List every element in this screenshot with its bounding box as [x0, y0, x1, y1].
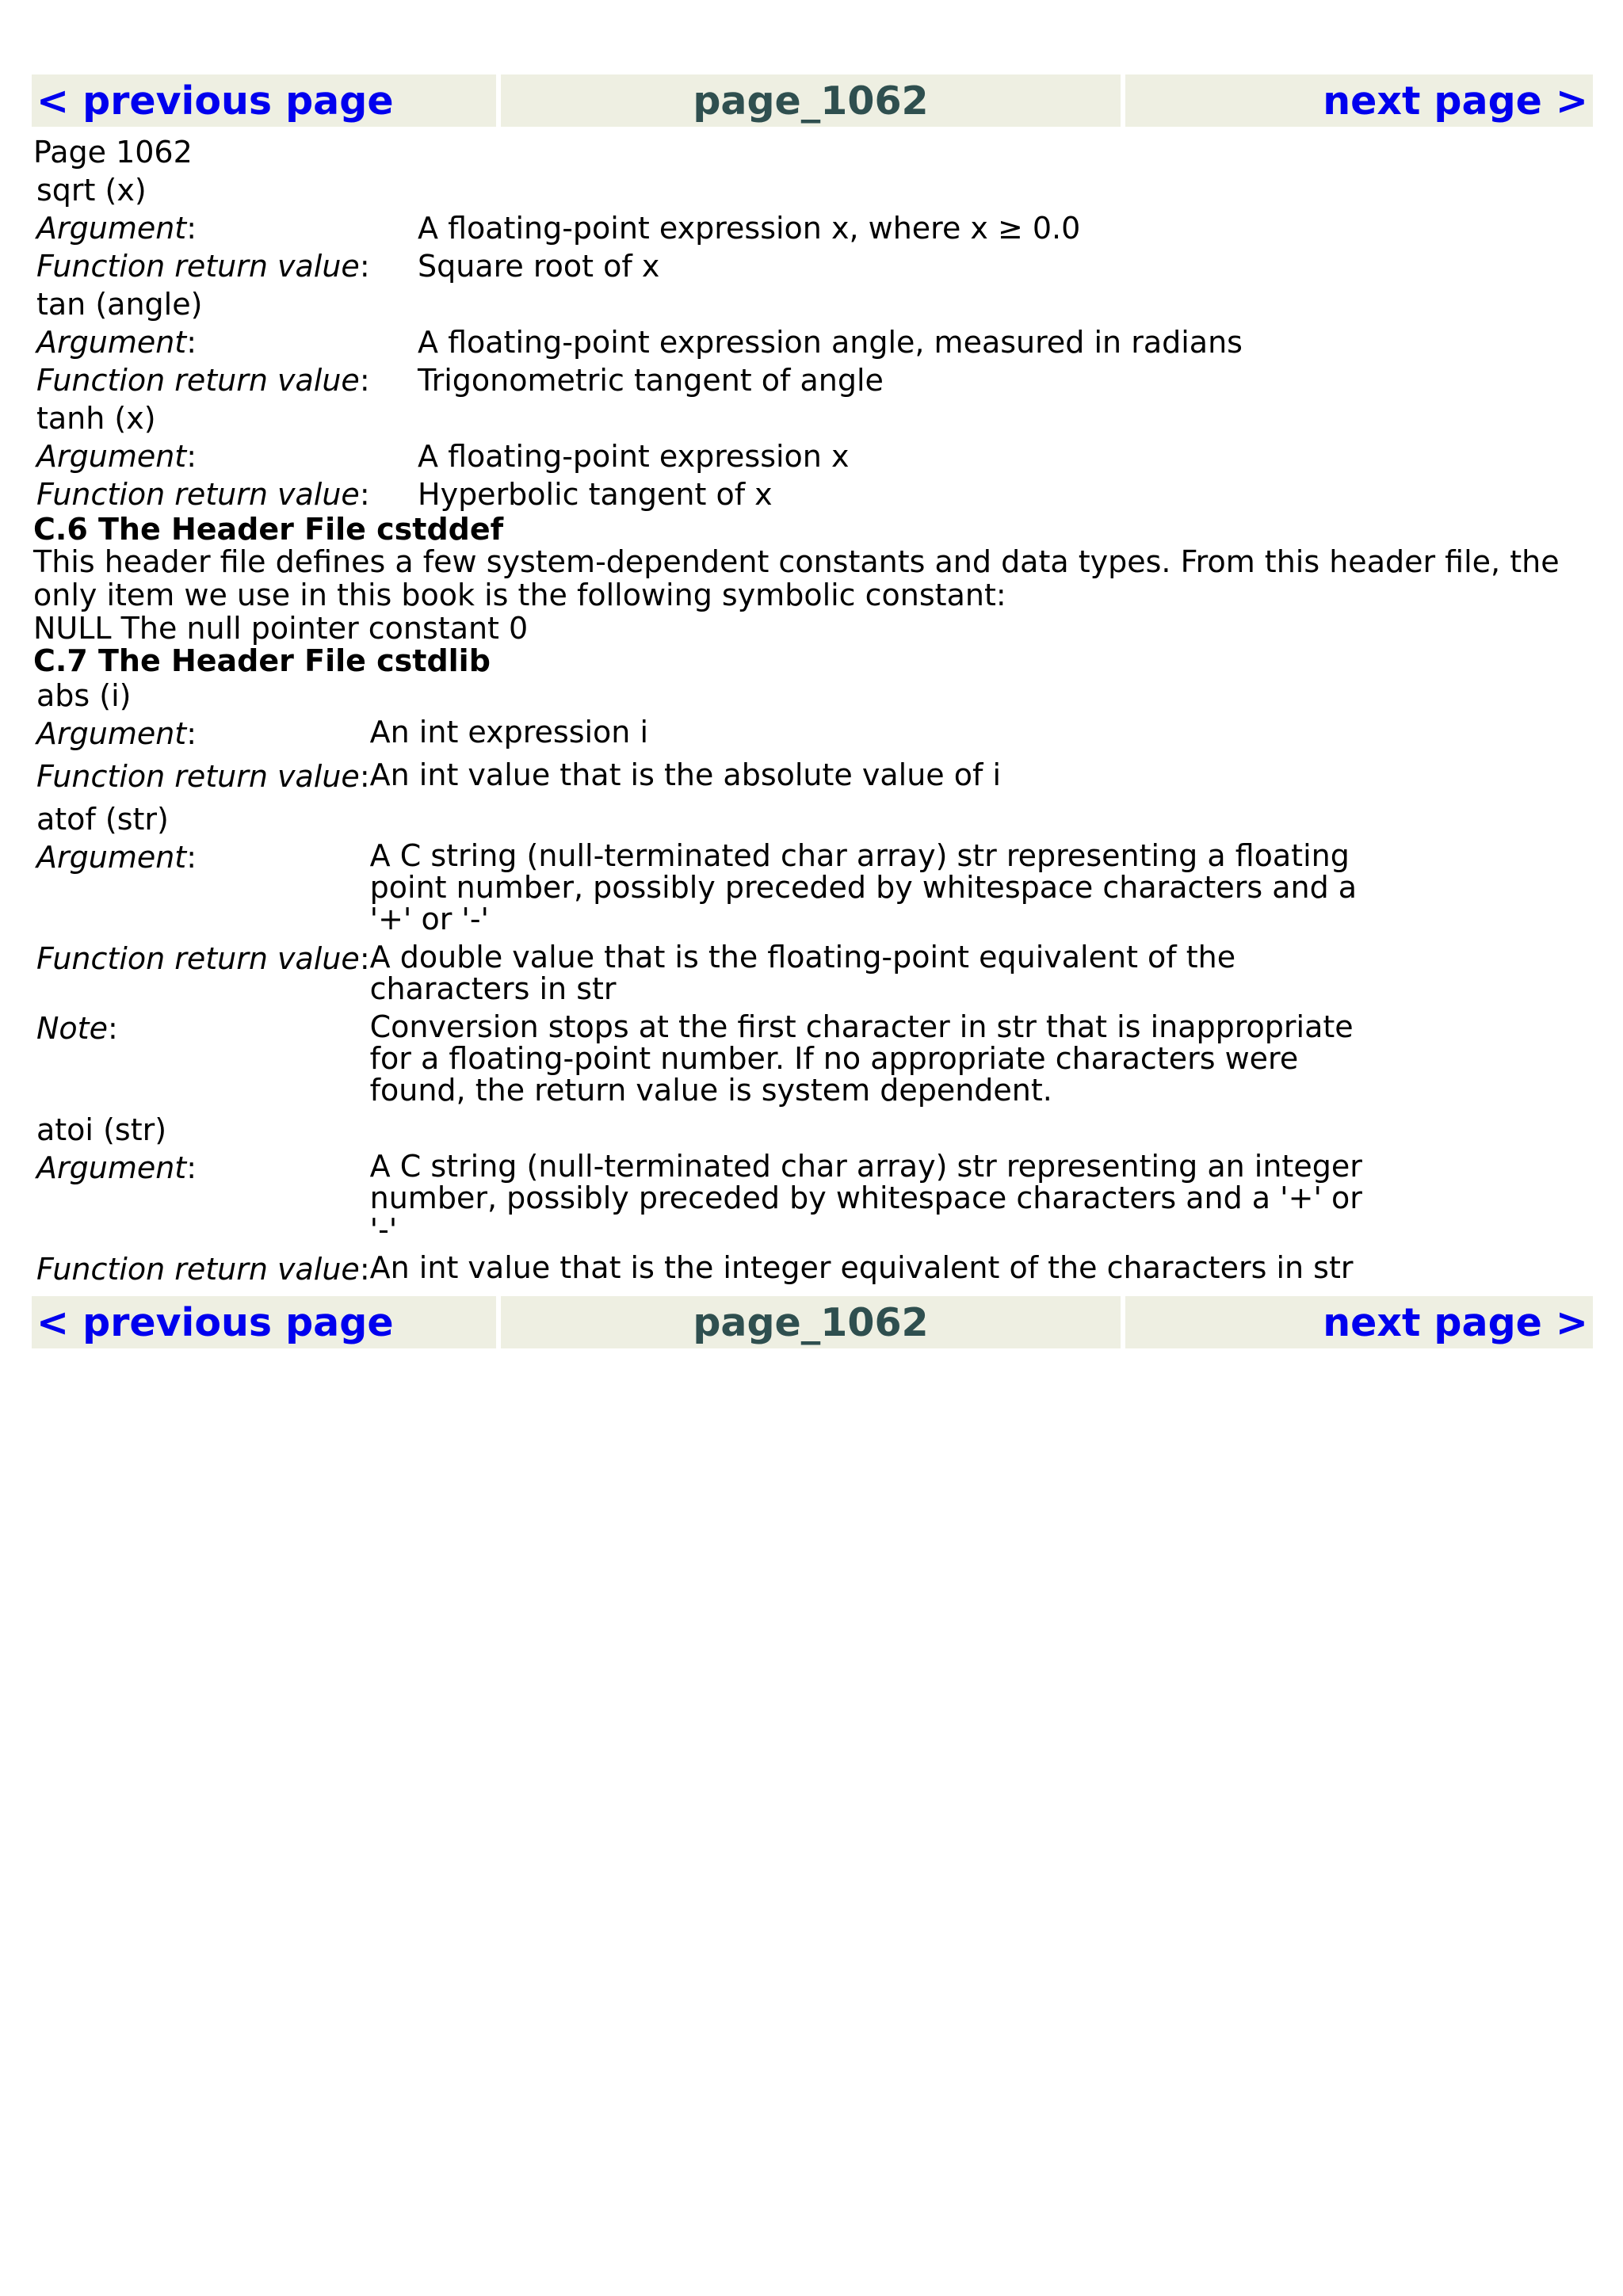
- section-heading: C.7 The Header File cstdlib: [33, 643, 491, 678]
- spec-value: Trigonometric tangent of angle: [418, 363, 884, 398]
- spec-row: [32, 1149, 1369, 1250]
- spec-label: Argument:: [36, 840, 197, 875]
- top-navigation: [32, 74, 1593, 127]
- spec-row: [32, 437, 849, 475]
- page-id-label: page_1062: [501, 74, 1121, 127]
- spec-value: A C string (null-terminated char array) str representing a floating point number, possibly preceded by whitespace characters and a '+' or '-': [369, 838, 1358, 936]
- next-page-link[interactable]: next page >: [1125, 1296, 1593, 1348]
- spec-row: [32, 323, 1243, 361]
- spec-label: Function return value:: [36, 1252, 370, 1287]
- spec-value: A C string (null-terminated char array) str representing an integer number, possibly preceded by whitespace characters and a '+' or '-': [369, 1149, 1362, 1247]
- spec-label: Function return value:: [36, 363, 370, 398]
- spec-label: Note:: [36, 1011, 118, 1046]
- previous-page-link[interactable]: < previous page: [32, 74, 496, 127]
- spec-row: [32, 757, 1369, 800]
- spec-value: A double value that is the floating-point equivalent of the characters in str: [369, 940, 1236, 1006]
- spec-label: Argument:: [36, 1150, 197, 1185]
- page-number-label: Page 1062: [33, 135, 193, 170]
- spec-row: [32, 1250, 1369, 1288]
- spec-row: [32, 940, 1369, 1009]
- spec-value: A floating-point expression angle, measured in radians: [418, 325, 1243, 360]
- previous-page-link[interactable]: < previous page: [32, 1296, 496, 1348]
- spec-label: Function return value:: [36, 941, 370, 976]
- spec-value: Conversion stops at the first character in str that is inappropriate for a floating-point number. If no appropriate characters were found, the return value is system dependent.: [369, 1009, 1354, 1108]
- function-spec-table: [32, 209, 1080, 285]
- function-signature: atoi (str): [36, 1112, 167, 1147]
- bottom-navigation: [32, 1296, 1593, 1348]
- function-spec-table: [32, 437, 849, 513]
- spec-label: Function return value:: [36, 477, 370, 512]
- page-id-label: page_1062: [501, 1296, 1121, 1348]
- spec-label: Argument:: [36, 439, 197, 474]
- spec-value: Hyperbolic tangent of x: [418, 477, 773, 512]
- spec-label: Argument:: [36, 211, 197, 246]
- spec-value: An int value that is the absolute value of i: [369, 757, 1002, 792]
- spec-value: A floating-point expression x, where x ≥ 0.0: [418, 211, 1081, 246]
- function-signature: tanh (x): [36, 401, 156, 436]
- null-constant-line: NULL The null pointer constant 0: [33, 611, 529, 646]
- function-signature: sqrt (x): [36, 173, 147, 208]
- function-spec-table: [32, 323, 1243, 399]
- function-signature: atof (str): [36, 802, 169, 837]
- spec-label: Function return value:: [36, 759, 370, 794]
- function-signature: abs (i): [36, 678, 132, 713]
- section-heading: C.6 The Header File cstddef: [33, 512, 504, 547]
- spec-row: [32, 838, 1369, 940]
- spec-row: [32, 209, 1080, 247]
- section-paragraph: This header file defines a few system-dependent constants and data types. From this header file, the only item we use in this book is the following symbolic constant:: [33, 544, 1560, 612]
- spec-value: An int value that is the integer equivalent of the characters in str: [369, 1250, 1354, 1285]
- spec-row: [32, 1009, 1369, 1111]
- spec-label: Function return value:: [36, 249, 370, 284]
- page-content: [32, 133, 1593, 1288]
- spec-value: A floating-point expression x: [418, 439, 850, 474]
- function-spec-table: [32, 715, 1369, 800]
- function-spec-table: [32, 1149, 1369, 1288]
- spec-row: [32, 361, 1243, 399]
- function-spec-table: [32, 838, 1369, 1111]
- document-page: [32, 74, 1593, 1348]
- spec-value: Square root of x: [418, 249, 660, 284]
- next-page-link[interactable]: next page >: [1125, 74, 1593, 127]
- spec-row: [32, 247, 1080, 285]
- function-signature: tan (angle): [36, 287, 203, 322]
- spec-row: [32, 715, 1369, 757]
- spec-label: Argument:: [36, 325, 197, 360]
- spec-label: Argument:: [36, 716, 197, 751]
- spec-value: An int expression i: [369, 715, 649, 749]
- spec-row: [32, 475, 849, 513]
